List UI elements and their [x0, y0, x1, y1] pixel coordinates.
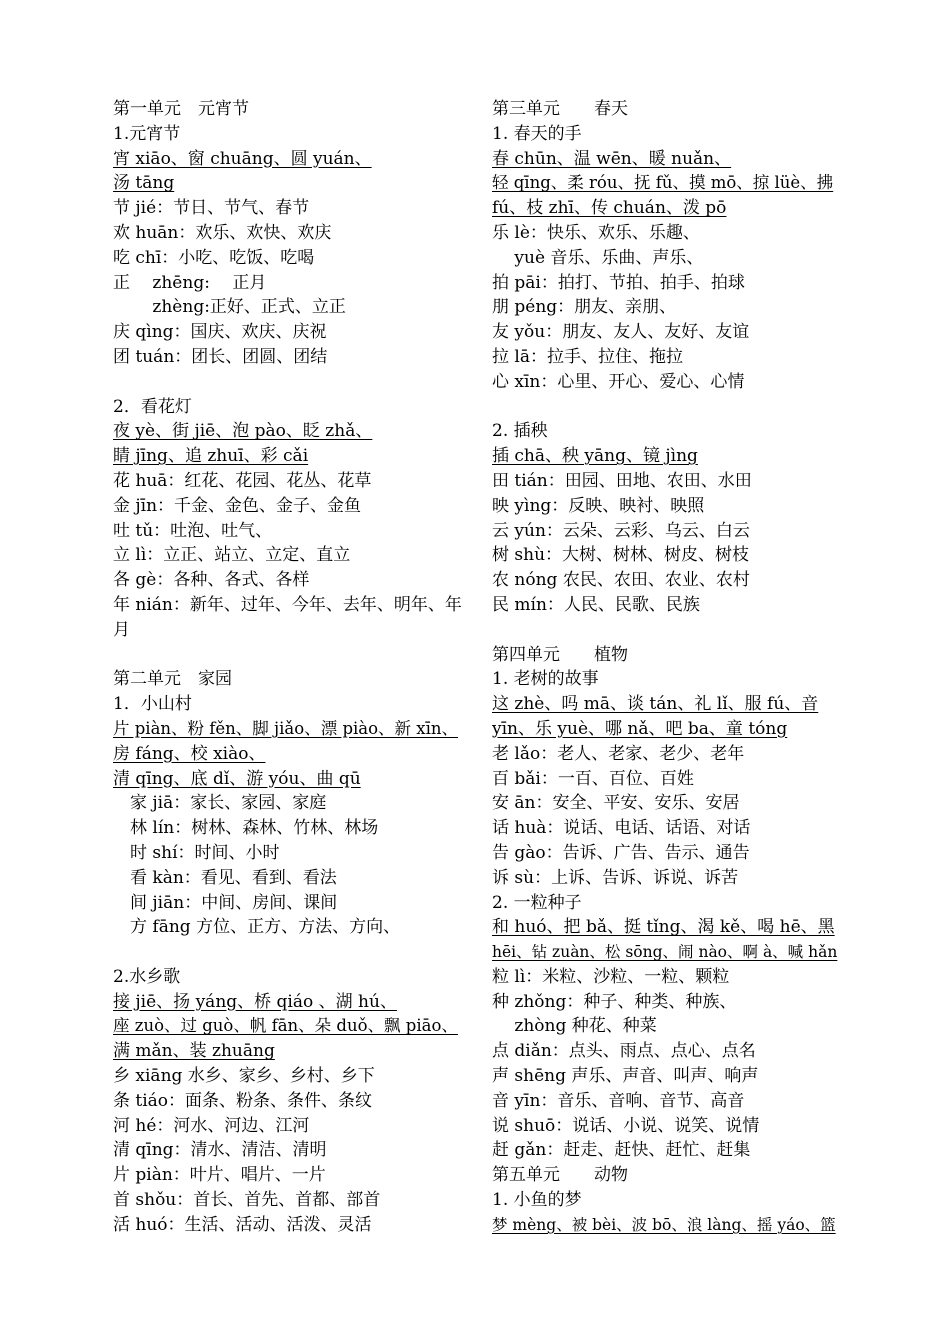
text-line: 条 tiáo：面条、粉条、条件、条纹 [113, 1090, 373, 1111]
text-line: 友 yǒu：朋友、友人、友好、友谊 [492, 322, 750, 343]
vocab-underlined-line: 梦 mèng、被 bèi、波 bō、浪 làng、摇 yáo、篮 [492, 1215, 836, 1234]
text-line: 乡 xiāng 水乡、家乡、乡村、乡下 [113, 1066, 375, 1087]
text-line: 第一单元 元宵节 [113, 99, 249, 119]
text-line: 第三单元 春天 [492, 99, 628, 119]
vocab-underlined-line: 夜 yè、街 jiē、泡 pào、眨 zhǎ、 [113, 421, 373, 442]
text-line: 粒 lì：米粒、沙粒、一粒、颗粒 [492, 966, 730, 987]
text-line: 2.水乡歌 [113, 966, 181, 987]
text-line: 音 yīn：音乐、音响、音节、高音 [492, 1090, 745, 1111]
blank-line [492, 395, 842, 420]
blank-line [113, 940, 465, 965]
text-line: 立 lì：立正、站立、立定、直立 [113, 545, 351, 566]
vocab-underlined-line: 房 fáng、校 xiào、 [113, 743, 266, 764]
vocab-underlined-line: 座 zuò、过 guò、帆 fān、朵 duǒ、飘 piāo、 [113, 1016, 458, 1036]
vocab-underlined-line: fú、枝 zhī、传 chuán、泼 pō [492, 198, 727, 219]
vocab-underlined-line: 汤 tāng [113, 173, 175, 194]
text-line: 2. 插秧 [492, 421, 548, 442]
text-line: 1.元宵节 [113, 123, 181, 144]
text-line: 片 piàn：叶片、唱片、一片 [113, 1165, 326, 1186]
vocab-underlined-line: 春 chūn、温 wēn、暖 nuǎn、 [492, 148, 732, 169]
text-line: 1. 春天的手 [492, 123, 582, 144]
text-line: 老 lǎo：老人、老家、老少、老年 [492, 743, 745, 764]
text-line: yuè 音乐、乐曲、声乐、 [492, 247, 704, 268]
text-line: 说 shuō：说话、小说、说笑、说情 [492, 1115, 760, 1136]
text-line: 2. 一粒种子 [492, 892, 582, 913]
right-column [492, 97, 842, 1238]
vocab-underlined-line: 睛 jīng、追 zhuī、彩 cǎi [113, 446, 309, 467]
text-line: 民 mín：人民、民歌、民族 [492, 594, 700, 615]
text-line: 1. 老树的故事 [492, 669, 599, 690]
text-line: 正 zhēng: 正月 [113, 272, 267, 293]
text-line: 云 yún：云朵、云彩、乌云、白云 [492, 520, 750, 541]
vocab-underlined-line: 片 piàn、粉 fěn、脚 jiǎo、漂 piào、新 xīn、 [113, 718, 459, 738]
text-line: 时 shí：时间、小时 [113, 842, 280, 863]
text-line: 1．小山村 [113, 694, 192, 715]
vocab-underlined-line: hēi、钻 zuàn、松 sōng、闹 nào、啊 à、喊 hǎn [492, 943, 838, 962]
text-line: 心 xīn：心里、开心、爱心、心情 [492, 371, 745, 392]
text-line: 田 tián：田园、田地、农田、水田 [492, 470, 752, 491]
text-line: 种 zhǒng：种子、种类、种族、 [492, 991, 737, 1012]
text-line: 间 jiān：中间、房间、课间 [113, 892, 338, 913]
text-line: 第四单元 植物 [492, 644, 628, 665]
text-line: 节 jié：节日、节气、春节 [113, 198, 310, 219]
text-line: 安 ān：安全、平安、安乐、安居 [492, 793, 740, 814]
text-line: 1. 小鱼的梦 [492, 1190, 582, 1211]
text-line: 家 jiā：家长、家园、家庭 [113, 793, 327, 814]
text-line: 2．看花灯 [113, 396, 192, 417]
vocab-underlined-line: 清 qīng、底 dǐ、游 yóu、曲 qū [113, 768, 361, 789]
text-line: 点 diǎn：点头、雨点、点心、点名 [492, 1041, 756, 1062]
text-line: 吃 chī：小吃、吃饭、吃喝 [113, 247, 315, 268]
text-line: 朋 péng：朋友、亲朋、 [492, 297, 677, 318]
text-line: 花 huā：红花、花园、花丛、花草 [113, 470, 372, 491]
text-line: 百 bǎi：一百、百位、百姓 [492, 768, 694, 789]
text-line: 看 kàn：看见、看到、看法 [113, 867, 337, 888]
text-line: 声 shēng 声乐、声音、叫声、响声 [492, 1066, 759, 1087]
vocab-underlined-line: 满 mǎn、装 zhuāng [113, 1041, 275, 1062]
text-line: 年 nián：新年、过年、今年、去年、明年、年 [113, 594, 462, 615]
text-line: 赶 gǎn：赶走、赶快、赶忙、赶集 [492, 1140, 751, 1161]
blank-line [113, 370, 465, 395]
vocab-underlined-line: yīn、乐 yuè、哪 nǎ、吧 ba、童 tóng [492, 718, 788, 739]
text-line: 活 huó：生活、活动、活泼、灵活 [113, 1214, 372, 1235]
text-line: 映 yìng：反映、映衬、映照 [492, 495, 705, 516]
vocab-underlined-line: 和 huó、把 bǎ、挺 tǐng、渴 kě、喝 hē、黑 [492, 917, 835, 938]
text-line: 拉 lā：拉手、拉住、拖拉 [492, 346, 683, 367]
text-line: zhòng 种花、种菜 [492, 1016, 657, 1037]
vocab-underlined-line: 轻 qīng、柔 róu、抚 fǔ、摸 mō、掠 lüè、拂 [492, 173, 834, 193]
text-line: 月 [113, 619, 130, 640]
text-line: 第二单元 家园 [113, 669, 232, 690]
vocab-underlined-line: 宵 xiāo、窗 chuāng、圆 yuán、 [113, 148, 372, 169]
text-line: 欢 huān：欢乐、欢快、欢庆 [113, 222, 332, 243]
vocab-underlined-line: 这 zhè、吗 mā、谈 tán、礼 lǐ、服 fú、音 [492, 694, 819, 715]
text-line: 乐 lè：快乐、欢乐、乐趣、 [492, 222, 700, 243]
text-line: 金 jīn：千金、金色、金子、金鱼 [113, 495, 362, 516]
text-line: 清 qīng：清水、清洁、清明 [113, 1140, 327, 1161]
text-line: 诉 sù：上诉、告诉、诉说、诉苦 [492, 867, 739, 888]
text-line: 话 huà：说话、电话、话语、对话 [492, 818, 751, 839]
text-line: 方 fāng 方位、正方、方法、方向、 [113, 917, 401, 938]
text-line: 各 gè：各种、各式、各样 [113, 570, 310, 591]
text-line: 吐 tǔ：吐泡、吐气、 [113, 520, 273, 541]
vocab-underlined-line: 接 jiē、扬 yáng、桥 qiáo 、湖 hú、 [113, 991, 397, 1012]
text-line: 河 hé：河水、河边、江河 [113, 1115, 310, 1136]
blank-line [492, 618, 842, 643]
text-line: 树 shù：大树、树林、树皮、树枝 [492, 545, 750, 566]
text-line: 庆 qìng：国庆、欢庆、庆祝 [113, 322, 327, 343]
text-line: 农 nóng 农民、农田、农业、农村 [492, 570, 750, 591]
blank-line [113, 643, 465, 668]
text-line: 团 tuán：团长、团圆、团结 [113, 346, 328, 367]
text-line: 第五单元 动物 [492, 1165, 628, 1186]
vocab-underlined-line: 插 chā、秧 yāng、镜 jìng [492, 446, 698, 467]
left-column [113, 97, 465, 1238]
text-line: 拍 pāi：拍打、节拍、拍手、拍球 [492, 272, 745, 293]
text-line: 林 lín：树林、森林、竹林、林场 [113, 818, 379, 839]
text-line: zhèng:正好、正式、立正 [113, 297, 346, 318]
text-line: 告 gào：告诉、广告、告示、通告 [492, 842, 750, 863]
text-line: 首 shǒu：首长、首先、首都、部首 [113, 1190, 381, 1211]
